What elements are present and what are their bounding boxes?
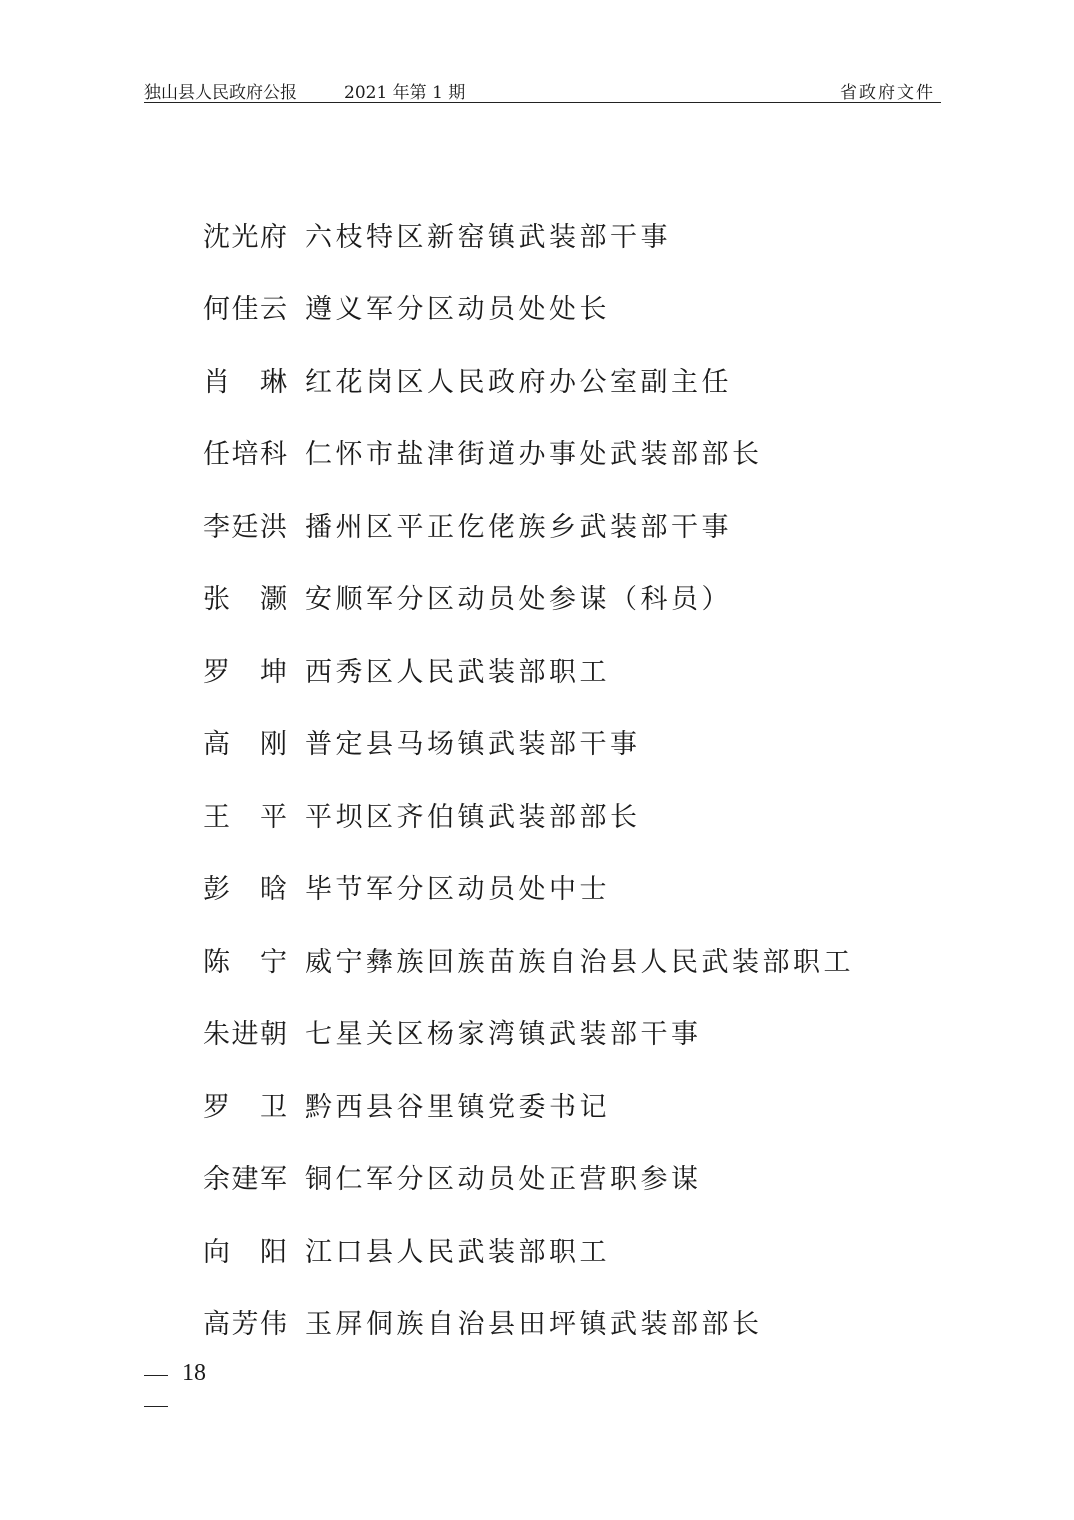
person-title: 七星关区杨家湾镇武装部干事 [305, 1019, 702, 1051]
list-item [203, 561, 854, 634]
person-name: 彭 晗 [203, 874, 287, 906]
person-title: 江口县人民武装部职工 [305, 1236, 610, 1268]
person-name: 张 灏 [203, 584, 287, 616]
person-name: 王 平 [203, 801, 287, 833]
list-item [203, 778, 854, 851]
person-name: 肖 琳 [203, 366, 287, 398]
list-item [203, 416, 854, 489]
list-item [203, 706, 854, 779]
list-item [203, 1068, 854, 1141]
person-title: 玉屏侗族自治县田坪镇武装部部长 [305, 1309, 763, 1341]
person-name: 罗 卫 [203, 1091, 287, 1123]
footer-dash [144, 1406, 168, 1407]
section-label: 省政府文件 [840, 83, 935, 103]
person-name: 高 刚 [203, 729, 287, 761]
person-title: 威宁彝族回族苗族自治县人民武装部职工 [305, 946, 854, 978]
person-title: 西秀区人民武装部职工 [305, 656, 610, 688]
list-item [203, 488, 854, 561]
person-name: 何佳云 [203, 294, 287, 326]
publication-name: 独山县人民政府公报 [144, 83, 297, 103]
personnel-list [203, 198, 854, 1358]
person-title: 平坝区齐伯镇武装部部长 [305, 801, 641, 833]
person-title: 安顺军分区动员处参谋（科员） [305, 584, 732, 616]
person-title: 黔西县谷里镇党委书记 [305, 1091, 610, 1123]
list-item [203, 1286, 854, 1359]
list-item [203, 1213, 854, 1286]
list-item [203, 271, 854, 344]
person-name: 任培科 [203, 439, 287, 471]
list-item [203, 198, 854, 271]
list-item [203, 633, 854, 706]
person-name: 沈光府 [203, 221, 287, 253]
person-name: 高芳伟 [203, 1309, 287, 1341]
list-item [203, 343, 854, 416]
page-header [144, 76, 941, 103]
list-item [203, 996, 854, 1069]
person-title: 铜仁军分区动员处正营职参谋 [305, 1164, 702, 1196]
person-title: 六枝特区新窑镇武装部干事 [305, 221, 671, 253]
person-name: 向 阳 [203, 1236, 287, 1268]
person-title: 红花岗区人民政府办公室副主任 [305, 366, 732, 398]
footer-dash [144, 1375, 168, 1376]
issue-label: 2021 年第 1 期 [344, 83, 466, 103]
list-item [203, 851, 854, 924]
person-title: 遵义军分区动员处处长 [305, 294, 610, 326]
person-name: 李廷洪 [203, 511, 287, 543]
person-name: 朱进朝 [203, 1019, 287, 1051]
person-name: 余建军 [203, 1164, 287, 1196]
person-title: 播州区平正仡佬族乡武装部干事 [305, 511, 732, 543]
list-item [203, 1141, 854, 1214]
page-number: 18 [182, 1360, 206, 1386]
person-name: 陈 宁 [203, 946, 287, 978]
list-item [203, 923, 854, 996]
person-title: 普定县马场镇武装部干事 [305, 729, 641, 761]
person-name: 罗 坤 [203, 656, 287, 688]
person-title: 仁怀市盐津街道办事处武装部部长 [305, 439, 763, 471]
person-title: 毕节军分区动员处中士 [305, 874, 610, 906]
